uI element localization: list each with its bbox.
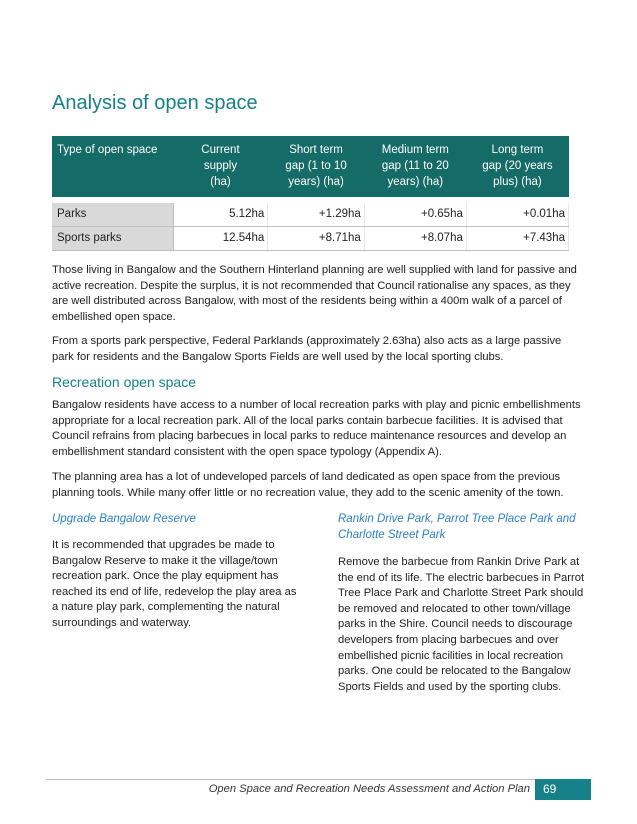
header-current-supply: Current supply (ha): [173, 136, 268, 197]
cell-short: +1.29ha: [268, 203, 365, 227]
left-column-text: It is recommended that upgrades be made to Bangalow Reserve to make it the village/town recreation park. Once the play equipment has reached its end of life, redevelop the play area as a nature play park, complementing the natural surroundings and waterway.: [52, 539, 297, 629]
analysis-paragraph-1: Those living in Bangalow and the Southern Hinterland planning are well supplied with land for passive and active recreation. Despite the surplus, it is not recommended that Council rationalise any spaces, as they are well distributed across Bangalow, with most of the residents being within a 400m walk of a parcel of embellished open space.: [52, 264, 577, 323]
cell-long: +0.01ha: [466, 203, 568, 227]
footer-title: Open Space and Recreation Needs Assessment and Action Plan: [208, 783, 530, 795]
row-type: Parks: [52, 203, 173, 227]
cell-short: +8.71ha: [268, 227, 365, 251]
right-column-title: Rankin Drive Park, Parrot Tree Place Park and Charlotte Street Park: [338, 513, 576, 541]
table-row: [52, 203, 569, 227]
page-title: Analysis of open space: [52, 92, 258, 114]
table-row: [52, 227, 569, 251]
open-space-table: [52, 136, 569, 251]
recreation-heading: Recreation open space: [52, 374, 196, 390]
cell-current: 5.12ha: [173, 203, 268, 227]
right-column-text: Remove the barbecue from Rankin Drive Park at the end of its life. The electric barbecues in Parrot Tree Place Park and Charlotte Street Park should be removed and relocated to other town/village parks in the Shire. Council needs to discourage developers from placing barbecues and over embellished picnic facilities in local recreation parks. One could be relocated to the Bangalow Sports Fields and used by the sporting clubs.: [338, 556, 585, 693]
cell-medium: +8.07ha: [364, 227, 466, 251]
header-medium-term: Medium term gap (11 to 20 years) (ha): [364, 136, 466, 197]
header-type: Type of open space: [52, 136, 173, 197]
page-number: 69: [535, 779, 591, 800]
row-type: Sports parks: [52, 227, 173, 251]
footer-divider: [46, 779, 591, 780]
cell-long: +7.43ha: [466, 227, 568, 251]
left-column-title: Upgrade Bangalow Reserve: [52, 513, 196, 525]
header-long-term: Long term gap (20 years plus) (ha): [466, 136, 568, 197]
cell-medium: +0.65ha: [364, 203, 466, 227]
recreation-paragraph-1: Bangalow residents have access to a number of local recreation parks with play and picnic embellishments appropriate for a local recreation park. All of the local parks contain barbecue facilities. It is advised that Council refrains from placing barbecues in local parks to reduce maintenance resources and develop an embellishment standard consistent with the open space typology (Appendix A).: [52, 399, 581, 458]
header-short-term: Short term gap (1 to 10 years) (ha): [268, 136, 365, 197]
cell-current: 12.54ha: [173, 227, 268, 251]
table-header-row: [52, 136, 569, 197]
analysis-paragraph-2: From a sports park perspective, Federal Parklands (approximately 2.63ha) also acts as a large passive park for residents and the Bangalow Sports Fields are well used by the local sporting clubs.: [52, 335, 562, 363]
recreation-paragraph-2: The planning area has a lot of undeveloped parcels of land dedicated as open space from the previous planning tools. While many offer little or no recreation value, they add to the scenic amenity of the town.: [52, 471, 564, 499]
